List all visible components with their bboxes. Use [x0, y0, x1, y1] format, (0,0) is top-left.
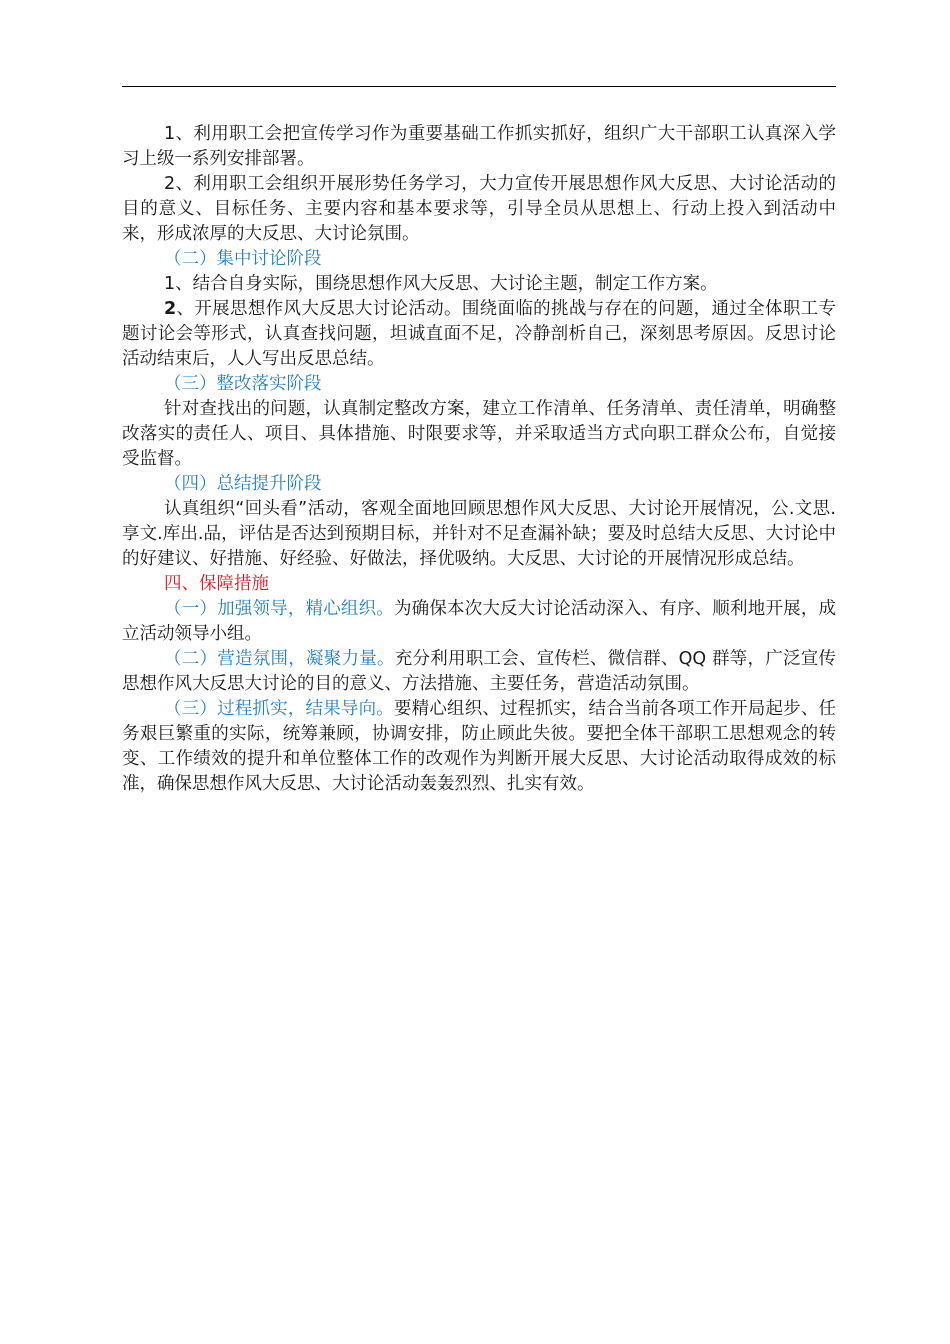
lead-heading-1: （一）加强领导，精心组织。 — [164, 599, 394, 619]
paragraph-7-text: 为确保本次大反大讨论活动深入、有序、顺利地开展，成立活动领导小组。 — [122, 599, 837, 644]
paragraph-3: 1、结合自身实际，围绕思想作风大反思、大讨论主题，制定工作方案。 — [164, 274, 718, 294]
paragraph-2: 2、利用职工会组织开展形势任务学习，大力宣传开展思想作风大反思、大讨论活动的目的意义、目标任务、主要内容和基本要求等，引导全员从思想上、行动上投入到活动中来，形成浓厚的大反思、大讨论氛围。 — [122, 174, 836, 244]
item-number: 2 — [164, 299, 177, 319]
lead-heading-3: （三）过程抓实，结果导向。 — [164, 699, 394, 719]
paragraph-8 — [122, 647, 836, 697]
paragraph-7 — [122, 597, 836, 647]
heading-stage-3: （三）整改落实阶段 — [164, 374, 322, 394]
paragraph-8-text: 充分利用职工会、宣传栏、微信群、QQ 群等，广泛宣传思想作风大反思大讨论的目的意义、方法措施、主要任务，营造活动氛围。 — [122, 649, 836, 694]
paragraph-5: 针对查找出的问题，认真制定整改方案，建立工作清单、任务清单、责任清单，明确整改落实的责任人、项目、具体措施、时限要求等，并采取适当方式向职工群众公布，自觉接受监督。 — [122, 399, 836, 469]
paragraph-9-text: 要精心组织、过程抓实，结合当前各项工作开局起步、任务艰巨繁重的实际，统筹兼顾，协调安排，防止顾此失彼。要把全体干部职工思想观念的转变、工作绩效的提升和单位整体工作的改观作为判断开展大反思、大讨论活动取得成效的标准，确保思想作风大反思、大讨论活动轰轰烈烈、扎实有效。 — [122, 699, 837, 794]
paragraph-9 — [122, 697, 836, 797]
lead-heading-2: （二）营造氛围，凝聚力量。 — [164, 649, 395, 669]
heading-stage-4: （四）总结提升阶段 — [164, 474, 322, 494]
paragraph-6: 认真组织“回头看”活动，客观全面地回顾思想作风大反思、大讨论开展情况，公.文思.享文.库出.品，评估是否达到预期目标，并针对不足查漏补缺；要及时总结大反思、大讨论中的好建议、好措施、好经验、好做法，择优吸纳。大反思、大讨论的开展情况形成总结。 — [122, 499, 836, 569]
paragraph-1: 1、利用职工会把宣传学习作为重要基础工作抓实抓好，组织广大干部职工认真深入学习上级一系列安排部署。 — [122, 124, 836, 169]
document-body — [122, 122, 836, 797]
paragraph-4 — [122, 297, 836, 372]
paragraph-4-text: 、开展思想作风大反思大讨论活动。围绕面临的挑战与存在的问题，通过全体职工专题讨论会等形式，认真查找问题，坦诚直面不足，冷静剖析自己，深刻思考原因。反思讨论活动结束后，人人写出反思总结。 — [122, 299, 836, 369]
header-rule — [122, 86, 836, 87]
section-heading-safeguards: 四、保障措施 — [164, 574, 269, 594]
heading-stage-2: （二）集中讨论阶段 — [164, 249, 322, 269]
